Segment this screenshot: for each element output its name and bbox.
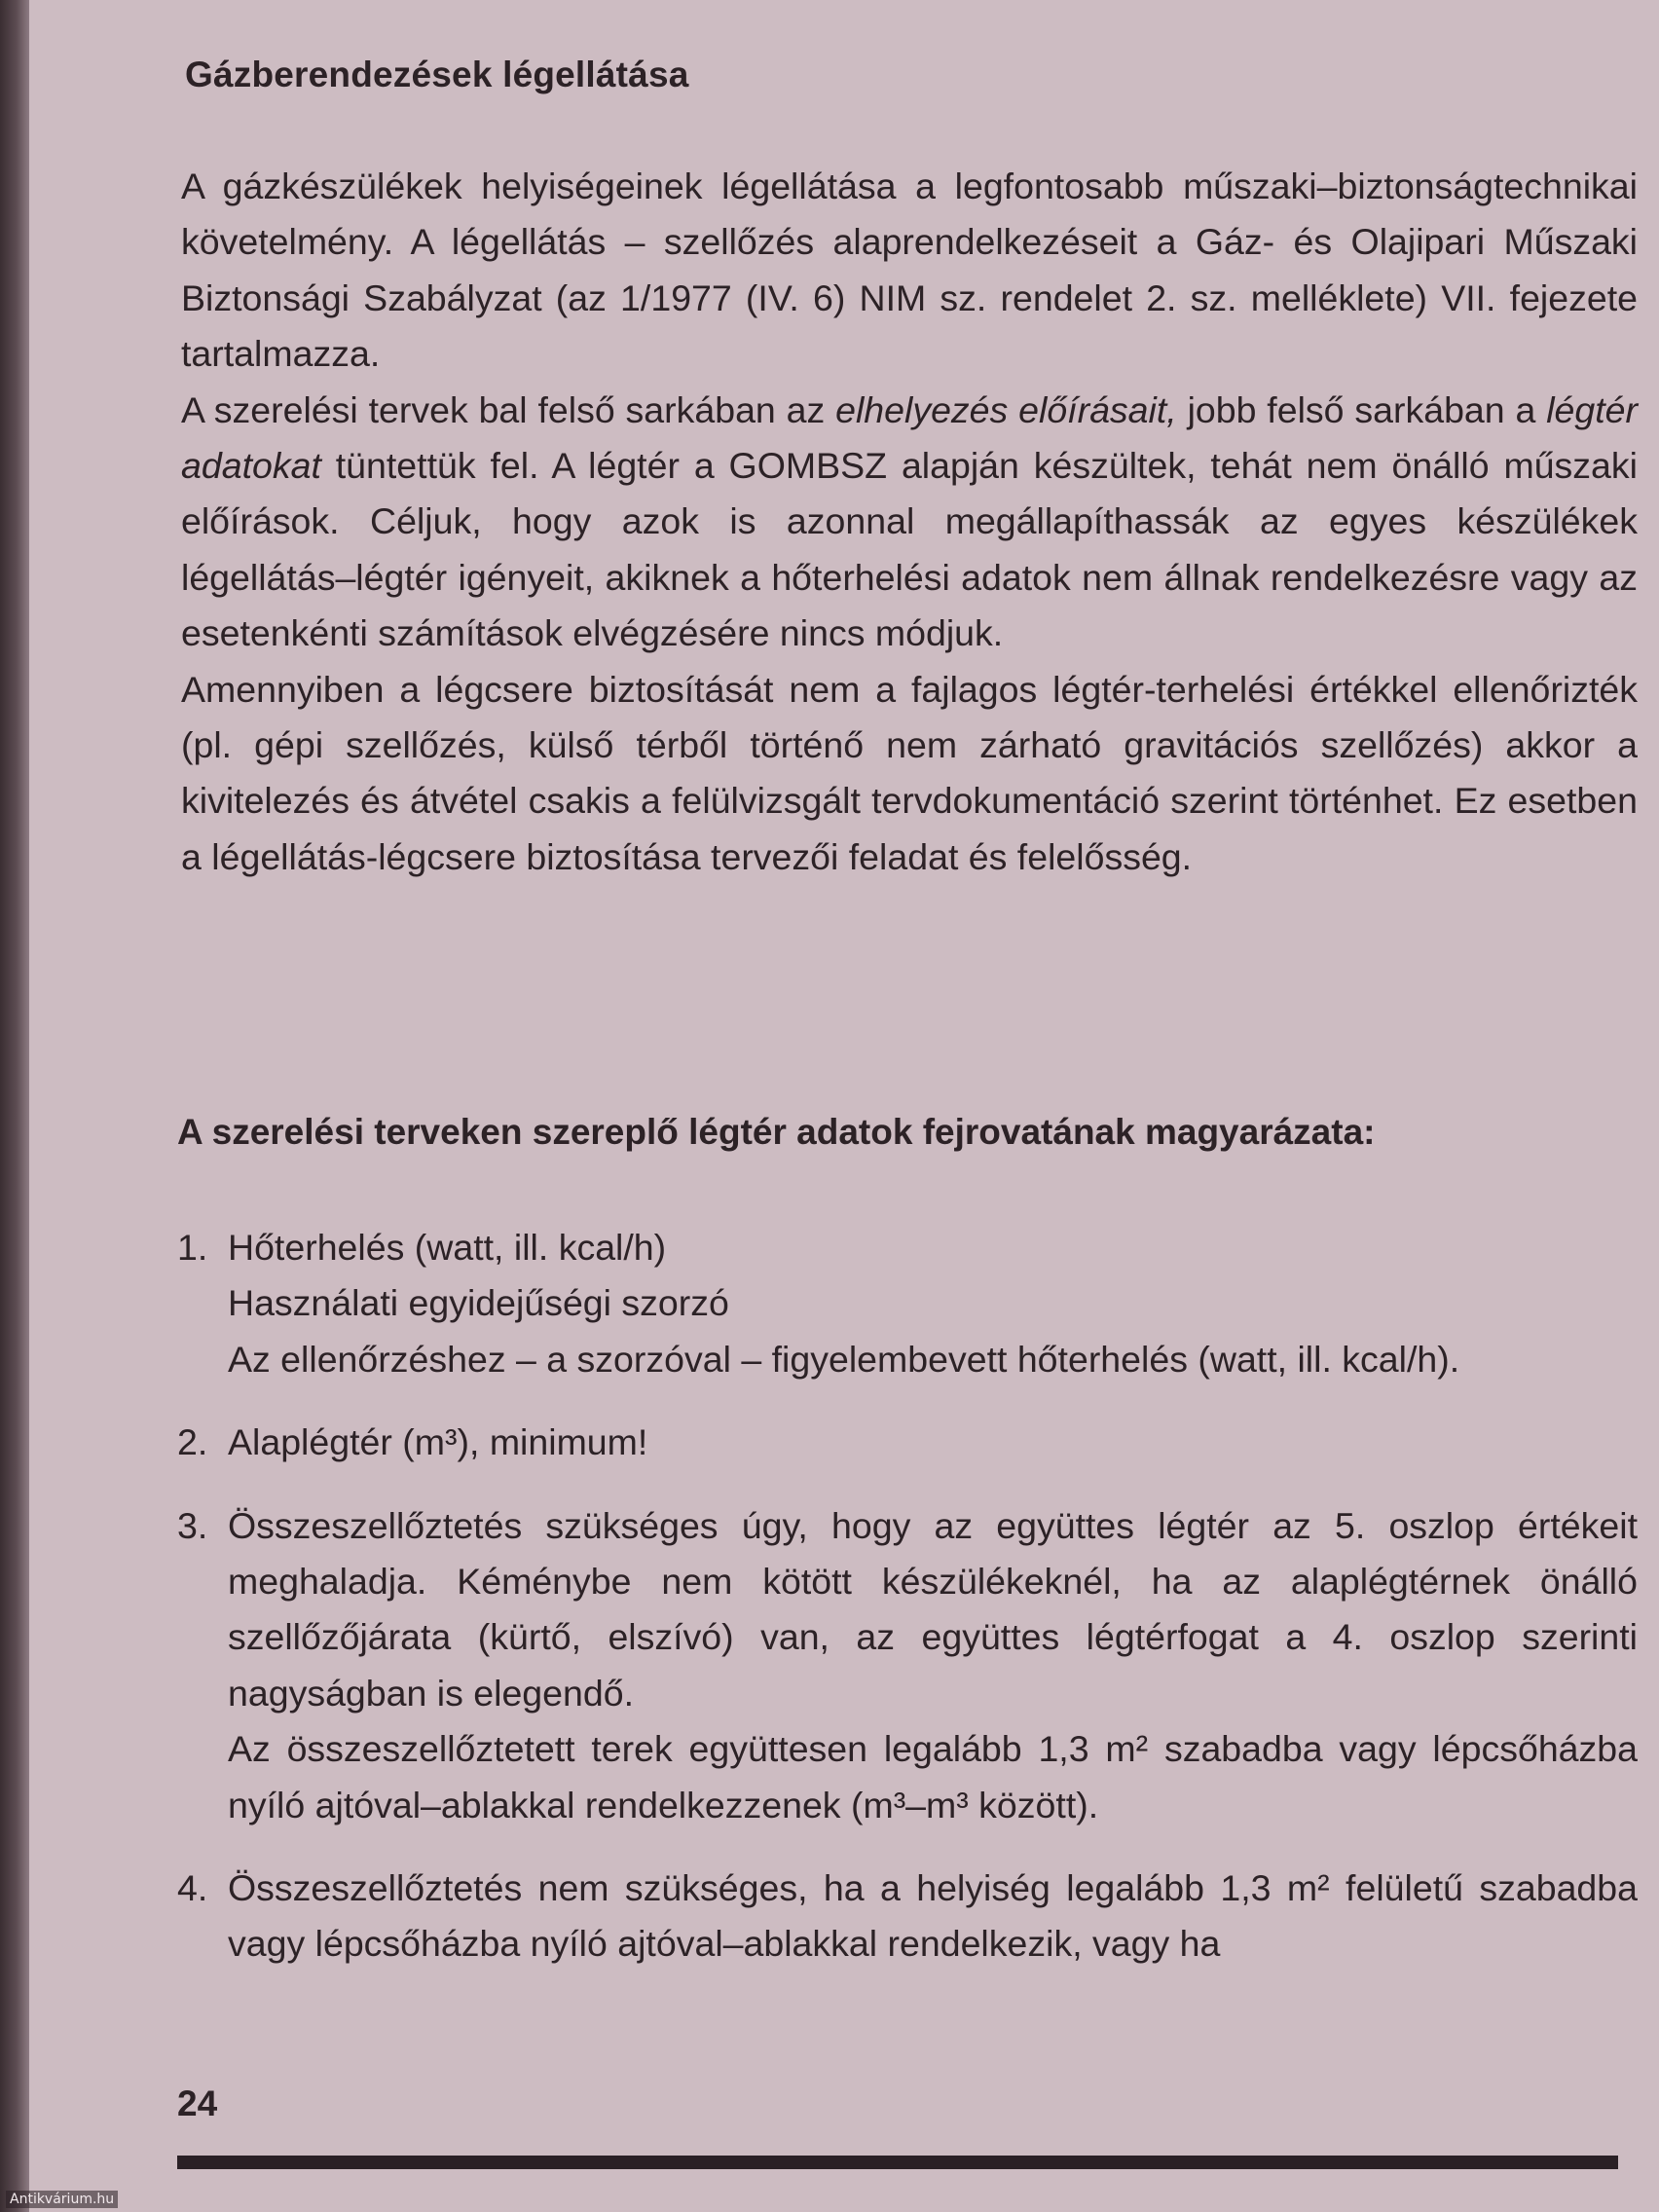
intro-paragraph-1: A gázkészülékek helyiségeinek légellátása a legfontosabb műszaki–biztonságtechnikai követelmény. A légellátás – szellőzés alaprendelkezéseit a Gáz- és Olajipari Műszaki Biztonsági Szabályzat (az 1/1977 (IV. 6) NIM sz. rendelet 2. sz. melléklete) VII. fejezete tartalmazza. [181,166,1638,375]
list-item-2 [177,1415,1638,1470]
list-item-3 [177,1498,1638,1833]
list-number: 4. [177,1867,208,1909]
list-item-3-paragraph-1: Összeszellőztetés szükséges úgy, hogy az együttes légtér az 5. oszlop értékeit meghaladja. Kéménybe nem kötött készülékeknél, ha az alaplégtérnek önálló szellőzőjárata (kürtő, elszívó) van, az együttes légtérfogat a 4. oszlop szerinti nagyságban is elegendő. [228,1504,1638,1714]
explanation-list [177,1220,1638,1972]
list-item-1-line-3: Az ellenőrzéshez – a szorzóval – figyelembevett hőterhelés (watt, ill. kcal/h). [228,1338,1460,1380]
list-item-1 [177,1220,1638,1387]
footer-rule [177,2156,1618,2169]
list-item-2-text: Alaplégtér (m³), minimum! [228,1421,648,1463]
intro-p2-part-a: A szerelési tervek bal felső sarkában az [181,388,836,430]
intro-p2-emphasis-1: elhelyezés előírásait, [835,388,1177,430]
list-item-1-line-2: Használati egyidejűségi szorzó [228,1282,729,1324]
intro-paragraph-3: Amennyiben a légcsere biztosítását nem a fajlagos légtér-terhelési értékkel ellenőrizték (pl. gépi szellőzés, külső térből történő nem zárható gravitációs szellőzés) akkor a kivitelezés és átvétel csakis a felülvizsgált tervdokumentáció szerint történhet. Ez esetben a légellátás-légcsere biztosítása tervezői feladat és felelősség. [181,668,1638,877]
list-item-4 [177,1861,1638,1972]
page-number: 24 [177,2083,218,2123]
list-number: 3. [177,1504,208,1546]
book-spine-shadow [0,0,29,2212]
section-title: Gázberendezések légellátása [185,55,689,94]
watermark-text: Antikvárium.hu [6,2191,118,2208]
list-number: 1. [177,1227,208,1268]
list-item-4-text: Összeszellőztetés nem szükséges, ha a helyiség legalább 1,3 m² felületű szabadba vagy lépcsőházba nyíló ajtóval–ablakkal rendelkezik, vagy ha [228,1867,1638,1965]
intro-p2-part-b: jobb felső sarkában a [1176,388,1547,430]
list-item-1-line-1: Hőterhelés (watt, ill. kcal/h) [228,1227,667,1268]
intro-paragraph-2 [181,383,1638,662]
list-number: 2. [177,1421,208,1463]
intro-text [181,159,1638,885]
list-heading: A szerelési terveken szereplő légtér adatok fejrovatának magyarázata: [177,1112,1376,1152]
list-item-3-paragraph-2: Az összeszellőztetett terek együttesen legalább 1,3 m² szabadba vagy lépcsőházba nyíló ajtóval–ablakkal rendelkezzenek (m³–m³ között). [228,1728,1638,1825]
intro-p2-emphasis-2: légtér adatokat [181,388,1638,487]
intro-p2-part-c: tüntettük fel. A légtér a GOMBSZ alapján készültek, tehát nem önálló műszaki előírások. Céljuk, hogy azok is azonnal megállapíthassák az egyes készülékek légellátás–légtér igényeit, akiknek a hőterhelési adatok nem állnak rendelkezésre vagy az esetenkénti számítások elvégzésére nincs módjuk. [181,445,1638,654]
